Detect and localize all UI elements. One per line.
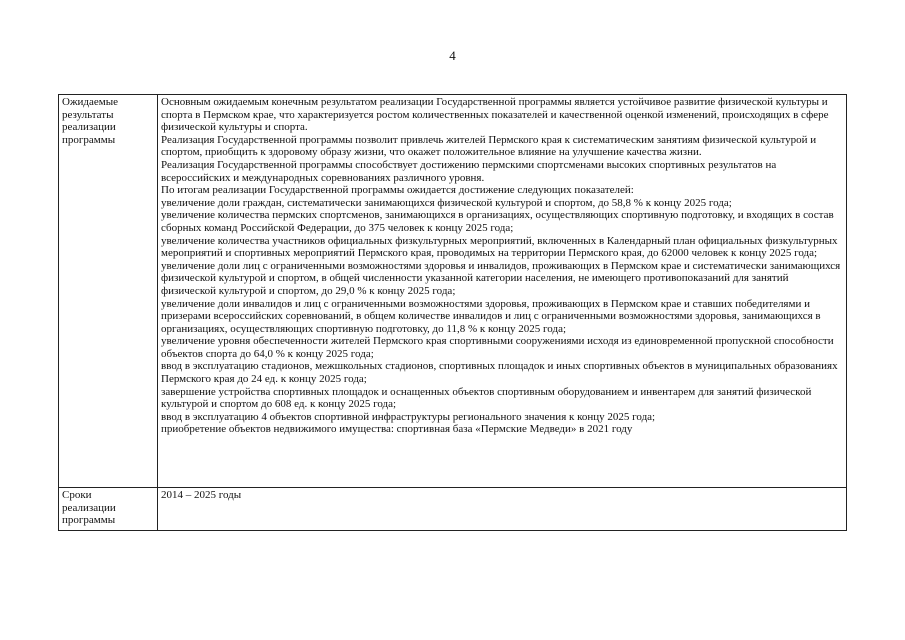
row-content-expected-results: Основным ожидаемым конечным результатом реализации Государственной программы является устойчивое развитие физической культуры и спорта в Пермском крае, что характеризуется ростом количественных показателей и качественной оценкой изменений, происходящих в сфере физической культуры и спорта. Реализация Государственной программы позволит привлечь жителей Пермского края к систематическим занятиям физической культурой и спортом, приобщить к здоровому образу жизни, что окажет положительное влияние на улучшение качества жизни. Реализация Государственной программы способствует достижению пермскими спортсменами высоких спортивных результатов на всероссийских и международных соревнованиях различного уровня. По итогам реализации Государственной программы ожидается достижение следующих показателей: увеличение доли граждан, систематически занимающихся физической культурой и спортом, до 58,8 % к концу 2025 года; увеличение количества пермских спортсменов, занимающихся в организациях, осуществляющих спортивную подготовку, и входящих в состав сборных команд Российской Федерации, до 375 человек к концу 2025 года; увеличение количества участников официальных физкультурных мероприятий, включенных в Календарный план официальных физкультурных мероприятий и спортивных мероприятий Пермского края, проводимых на территории Пермского края, до 62000 человек к концу 2025 года; увеличение доли лиц с ограниченными возможностями здоровья и инвалидов, проживающих в Пермском крае и систематически занимающихся физической культурой и спортом, в общей численности указанной категории населения, не имеющего противопоказаний для занятий физической культурой и спортом, до 29,0 % к концу 2025 года; увеличение доли инвалидов и лиц с ограниченными возможностями здоровья, проживающих в Пермском крае и ставших победителями и призерами всероссийских соревнований, в общем количестве инвалидов и лиц с ограниченными возможностями здоровья, занимающихся в организациях, осуществляющих спортивную подготовку, до 11,8 % к концу 2025 года; увеличение уровня обеспеченности жителей Пермского края спортивными сооружениями исходя из единовременной пропускной способности объектов спорта до 64,0 % к концу 2025 года; ввод в эксплуатацию стадионов, межшкольных стадионов, спортивных площадок и иных спортивных объектов в муниципальных образованиях Пермского края до 24 ед. к концу 2025 года; завершение устройства спортивных площадок и оснащенных объектов спортивным оборудованием и инвентарем для занятий физической культурой и спортом до 608 ед. к концу 2025 года; ввод в эксплуатацию 4 объектов спортивной инфраструктуры регионального значения к концу 2025 года; приобретение объектов недвижимого имущества: спортивная база «Пермские Медведи» в 2021 году xyxy=(161,96,841,436)
row-label-program-terms: Сроки реализации программы xyxy=(62,489,116,527)
row-label-cell xyxy=(59,488,158,531)
row-content-cell xyxy=(158,488,847,531)
table-row-expected-results xyxy=(59,95,847,488)
row-content-program-terms: 2014 – 2025 годы xyxy=(161,489,242,501)
page-number: 4 xyxy=(449,48,456,63)
table-row-program-terms xyxy=(59,488,847,531)
row-label-cell xyxy=(59,95,158,488)
row-content-cell xyxy=(158,95,847,488)
program-passport-table xyxy=(58,94,847,531)
row-label-expected-results: Ожидаемые результаты реализации программы xyxy=(62,96,119,146)
